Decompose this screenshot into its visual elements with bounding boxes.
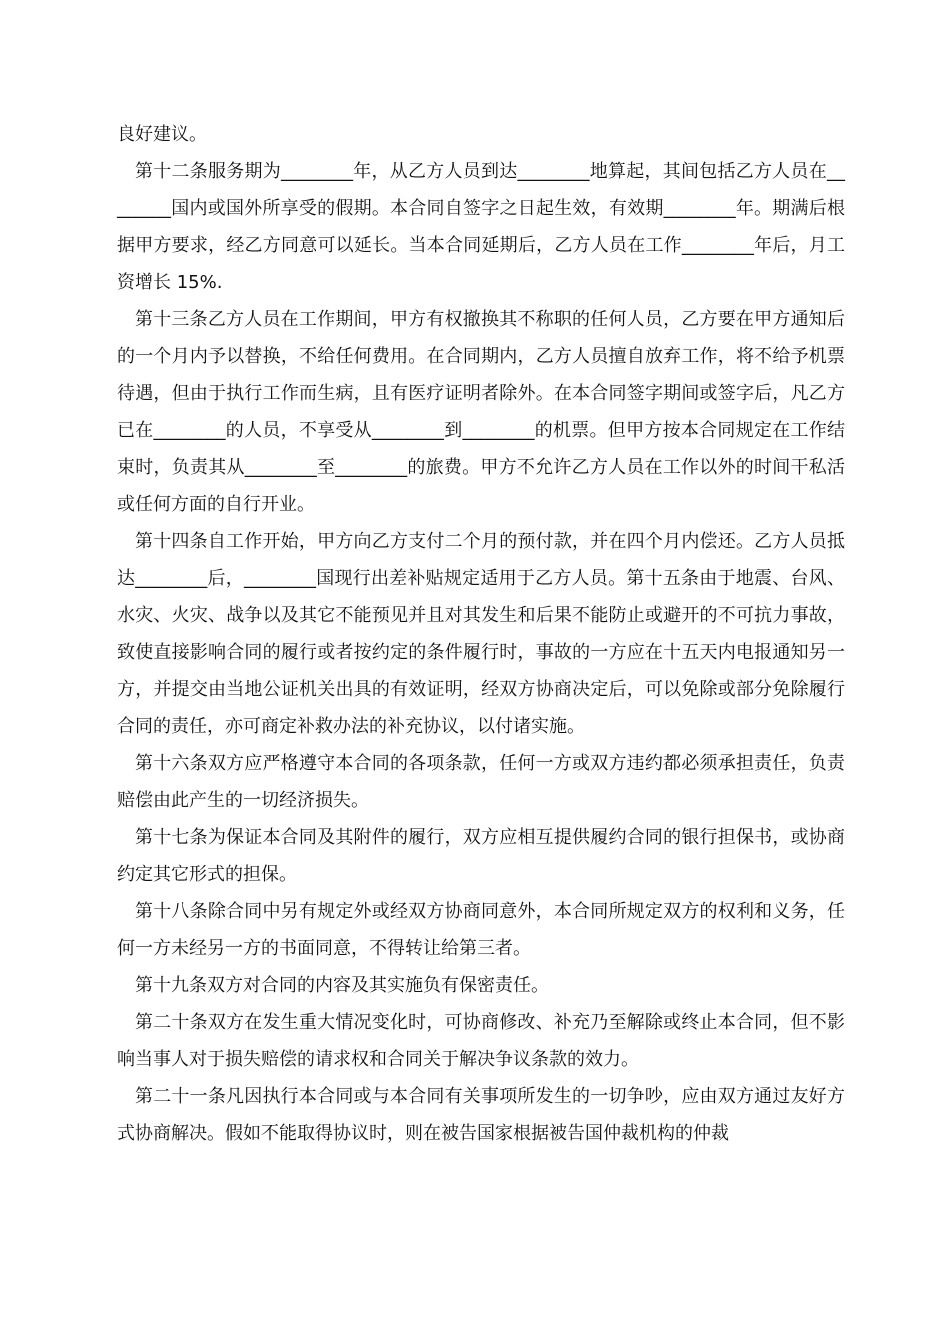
paragraph-article-14: 第十四条自工作开始，甲方向乙方支付二个月的预付款，并在四个月内偿还。乙方人员抵达________后，________国现行出差补贴规定适用于乙方人员。第十五条由于地震、台风、水灾、火灾、战争以及其它不能预见并且对其发生和后果不能防止或避开的不可抗力事故，致使直接影响合同的履行或者按约定的条件履行时，事故的一方应在十五天内电报通知另一方，并提交由当地公证机关出具的有效证明，经双方协商决定后，可以免除或部分免除履行合同的责任，亦可商定补救办法的补充协议，以付诸实施。 (117, 531, 845, 737)
paragraph-article-16: 第十六条双方应严格遵守本合同的各项条款，任何一方或双方违约都必须承担责任，负责赔偿由此产生的一切经济损失。 (117, 753, 845, 811)
paragraph-article-18: 第十八条除合同中另有规定外或经双方协商同意外，本合同所规定双方的权利和义务，任何一方未经另一方的书面同意，不得转让给第三者。 (117, 901, 845, 959)
paragraph-article-21: 第二十一条凡因执行本合同或与本合同有关事项所发生的一切争吵，应由双方通过友好方式协商解决。假如不能取得协议时，则在被告国家根据被告国仲裁机构的仲裁 (117, 1086, 845, 1144)
document-body (117, 116, 845, 1152)
paragraph-article-12: 第十二条服务期为________年，从乙方人员到达________地算起，其间包括乙方人员在________国内或国外所享受的假期。本合同自签字之日起生效，有效期________年。期满后根据甲方要求，经乙方同意可以延长。当本合同延期后，乙方人员在工作________年后，月工资增长 15%. (117, 161, 845, 293)
paragraph-article-17: 第十七条为保证本合同及其附件的履行，双方应相互提供履约合同的银行担保书，或协商约定其它形式的担保。 (117, 827, 845, 885)
paragraph-article-20: 第二十条双方在发生重大情况变化时，可协商修改、补充乃至解除或终止本合同，但不影响当事人对于损失赔偿的请求权和合同关于解决争议条款的效力。 (117, 1012, 845, 1070)
paragraph-continuation: 良好建议。 (117, 124, 207, 145)
paragraph-article-13: 第十三条乙方人员在工作期间，甲方有权撤换其不称职的任何人员，乙方要在甲方通知后的一个月内予以替换，不给任何费用。在合同期内，乙方人员擅自放弃工作，将不给予机票待遇，但由于执行工作而生病，且有医疗证明者除外。在本合同签字期间或签字后，凡乙方已在________的人员，不享受从________到________的机票。但甲方按本合同规定在工作结束时，负责其从________至________的旅费。甲方不允许乙方人员在工作以外的时间干私活或任何方面的自行开业。 (117, 309, 845, 515)
paragraph-article-19: 第十九条双方对合同的内容及其实施负有保密责任。 (135, 975, 549, 996)
